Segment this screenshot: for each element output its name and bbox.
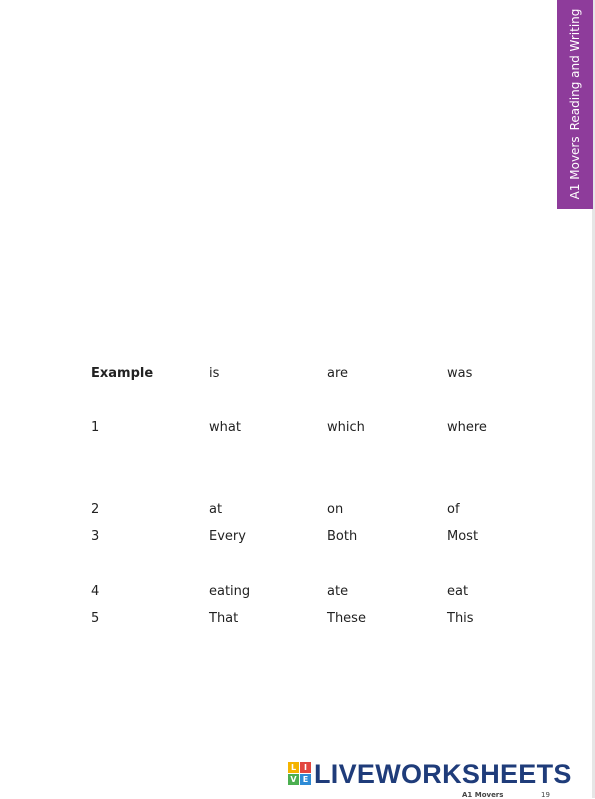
side-tab-section: Reading and Writing	[568, 8, 582, 131]
option-5-c[interactable]: This	[447, 611, 474, 626]
option-2-c[interactable]: of	[447, 502, 460, 517]
option-example-b: are	[327, 366, 349, 381]
option-3-a[interactable]: Every	[209, 529, 246, 544]
footer-label: A1 Movers	[462, 791, 504, 799]
row-label-2: 2	[91, 502, 100, 517]
row-label-3: 3	[91, 529, 100, 544]
option-3-b[interactable]: Both	[327, 529, 358, 544]
side-tab-level: A1 Movers	[568, 136, 582, 200]
page-number: 19	[541, 791, 550, 799]
liveworksheets-watermark	[288, 760, 572, 788]
option-1-a[interactable]: what	[209, 420, 241, 435]
row-label-5: 5	[91, 611, 100, 626]
option-1-c[interactable]: where	[447, 420, 487, 435]
watermark-text: LIVEWORKSHEETS	[314, 758, 572, 789]
option-example-c: was	[447, 366, 473, 381]
row-label-4: 4	[91, 584, 100, 599]
option-4-c[interactable]: eat	[447, 584, 469, 599]
option-1-b[interactable]: which	[327, 420, 365, 435]
option-2-a[interactable]: at	[209, 502, 223, 517]
liveworksheets-logo-icon: L I V E	[288, 762, 312, 786]
option-2-b[interactable]: on	[327, 502, 344, 517]
row-label-1: 1	[91, 420, 100, 435]
option-5-a[interactable]: That	[209, 611, 239, 626]
row-label-example: Example	[91, 366, 154, 381]
option-3-c[interactable]: Most	[447, 529, 479, 544]
option-4-b[interactable]: ate	[327, 584, 349, 599]
option-4-a[interactable]: eating	[209, 584, 251, 599]
option-5-b[interactable]: These	[327, 611, 366, 626]
option-example-a: is	[209, 366, 220, 381]
